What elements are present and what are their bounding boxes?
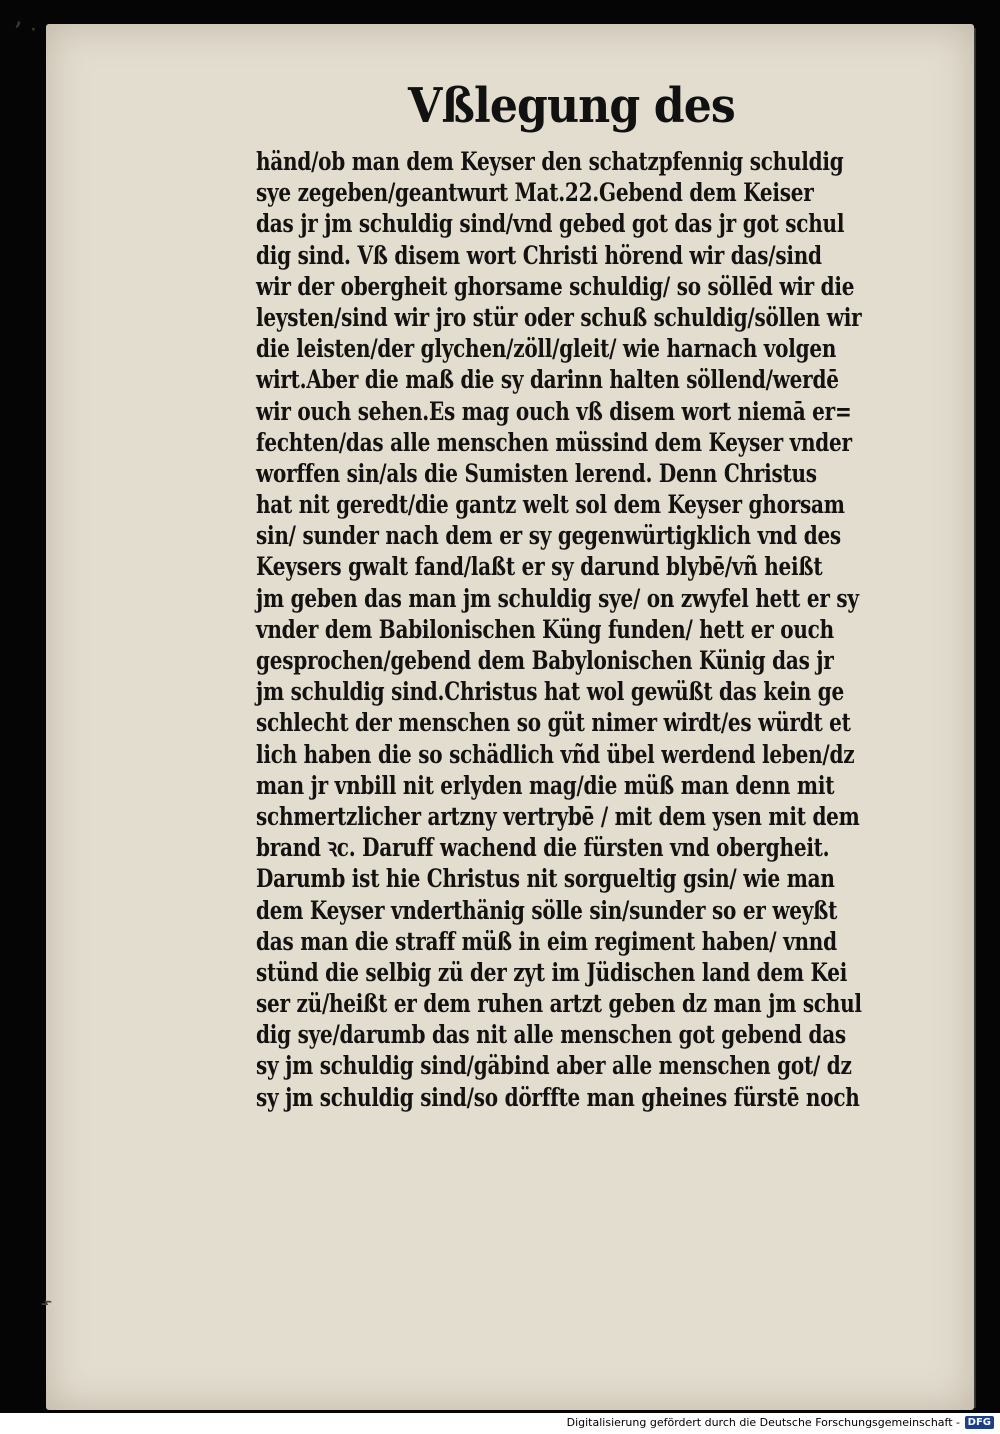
- footer-bar: [0, 1413, 1000, 1434]
- text-line: stünd die selbig zü der zyt im Jüdischen land dem Kei: [256, 957, 848, 987]
- funding-credit: Digitalisierung gefördert durch die Deutsche Forschungsgemeinschaft -: [566, 1416, 960, 1429]
- text-line: brand ꝛc. Daruff wachend die fürsten vnd obergheit.: [256, 833, 830, 863]
- text-line: fechten/das alle menschen müssind dem Keyser vnder: [256, 427, 852, 457]
- text-line: sin/ sunder nach dem er sy gegenwürtigklich vnd des: [256, 521, 841, 551]
- text-line: jm geben das man jm schuldig sye/ on zwyfel hett er sy: [256, 583, 859, 613]
- text-line: sy jm schuldig sind/gäbind aber alle menschen got/ dz: [256, 1051, 852, 1081]
- text-line: jm schuldig sind.Christus hat wol gewüßt das kein ge: [256, 677, 844, 707]
- text-line: lich haben die so schädlich vñd übel werdend leben/dz: [256, 739, 855, 769]
- text-line: sye zegeben/geantwurt Mat.22.Gebend dem Keiser: [256, 178, 814, 208]
- text-line: man jr vnbill nit erlyden mag/die müß man denn mit: [256, 770, 835, 800]
- text-line: hat nit geredt/die gantz welt sol dem Keyser ghorsam: [256, 490, 845, 520]
- margin-ink-mark: ⌁: [34, 1288, 58, 1316]
- text-line: Darumb ist hie Christus nit sorgueltig gsin/ wie man: [256, 864, 835, 894]
- text-line: händ/ob man dem Keyser den schatzpfennig schuldig: [256, 147, 844, 176]
- text-line: vnder dem Babilonischen Küng funden/ hett er ouch: [256, 614, 834, 644]
- text-line: dem Keyser vnderthänig sölle sin/sunder so er weyßt: [256, 895, 838, 925]
- text-line: gesprochen/gebend dem Babylonischen Künig das jr: [256, 646, 834, 675]
- text-line: Keysers gwalt fand/laßt er sy darund blybē/vñ heißt: [256, 552, 823, 582]
- text-line: dig sye/darumb das nit alle menschen got gebend das: [256, 1020, 846, 1050]
- text-line: worffen sin/als die Sumisten lerend. Denn Christus: [256, 458, 817, 488]
- dfg-logo-icon: DFG: [965, 1416, 994, 1429]
- body-text: [256, 146, 972, 1113]
- text-line: leysten/sind wir jro stür oder schuß schuldig/söllen wir: [256, 302, 862, 332]
- text-line: sy jm schuldig sind/so dörffte man gheines fürstē noch: [256, 1082, 860, 1112]
- text-line: wirt.Aber die maß die sy darinn halten söllend/werdē: [256, 365, 839, 395]
- text-line: das man die straff müß in eim regiment haben/ vnnd: [256, 926, 837, 956]
- text-line: wir der obergheit ghorsame schuldig/ so söllēd wir die: [256, 271, 855, 301]
- running-head: Vßlegung des: [408, 78, 735, 134]
- text-line: ser zü/heißt er dem ruhen artzt geben dz man jm schul: [256, 989, 862, 1019]
- text-line: schlecht der menschen so güt nimer wirdt/es würdt et: [256, 708, 851, 738]
- text-line: die leisten/der glychen/zöll/gleit/ wie harnach volgen: [256, 334, 837, 364]
- corner-ink-mark: ʼ ˑ: [14, 18, 38, 44]
- text-line: das jr jm schuldig sind/vnd gebed got das jr got schul: [256, 209, 845, 239]
- text-line: wir ouch sehen.Es mag ouch vß disem wort niemā er=: [256, 396, 852, 426]
- text-line: schmertzlicher artzny vertrybē / mit dem ysen mit dem: [256, 801, 860, 831]
- text-line: dig sind. Vß disem wort Christi hörend wir das/sind: [256, 240, 822, 270]
